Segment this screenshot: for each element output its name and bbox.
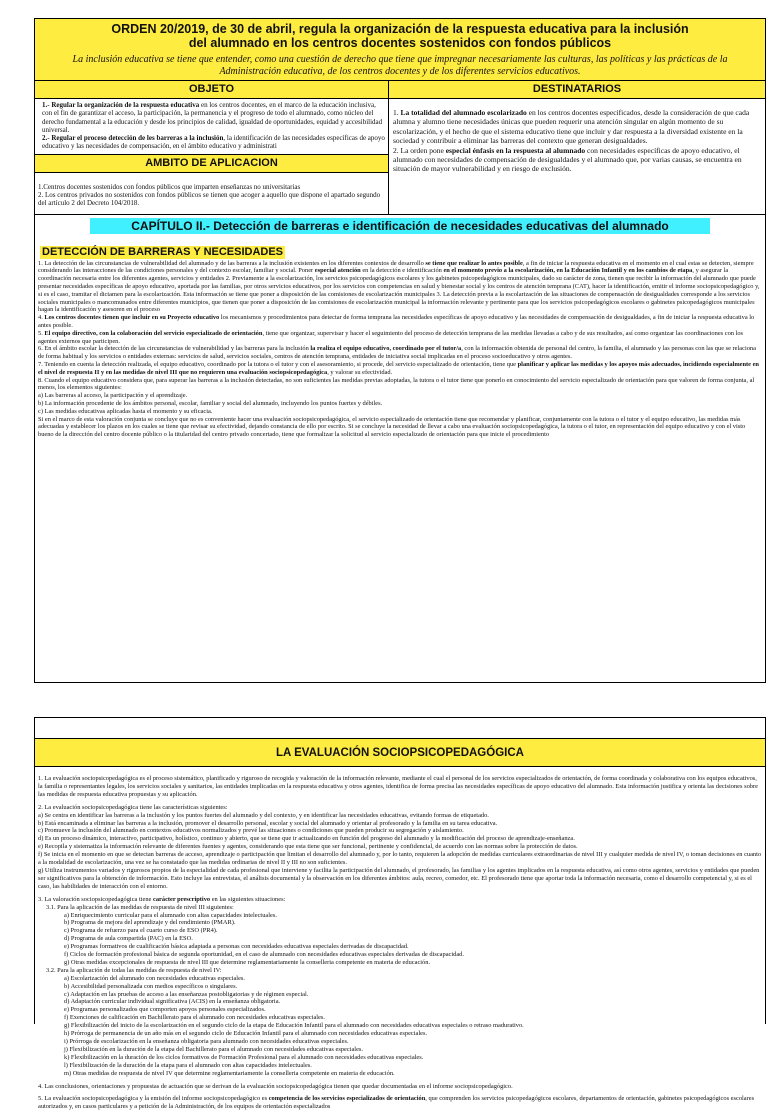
nivel-iii-list	[38, 912, 762, 967]
document-subtitle: La inclusión educativa se tiene que entender, como una cuestión de derecho que tiene que impregnar necesariamente las culturas, las políticas y las prácticas de la Administración educativa, de los centros docentes y de los diferentes servicios educativos.	[72, 54, 728, 77]
deteccion-p8c: c) Las medidas educativas aplicadas hasta el momento y su eficacia.	[38, 407, 213, 415]
nivel-iv-item: k) Flexibilización en la duración de los ciclos formativos de Formación Profesional para el alumnado con necesidades educativas especiales.	[64, 1053, 424, 1061]
document-header	[35, 19, 765, 81]
left-column	[35, 81, 389, 214]
ambito-body	[35, 173, 388, 214]
nivel-iv-item: e) Programas personalizados que comporten apoyos personales especializados.	[64, 1006, 266, 1014]
right-column	[389, 81, 765, 214]
deteccion-p8b: b) La información procedente de los ámbitos personal, escolar, familiar y social del alumnado, incluyendo los puntos fuertes y débiles.	[38, 400, 383, 408]
ambito-heading: AMBITO DE APLICACION	[35, 154, 388, 173]
nivel-iii-item: b) Programa de mejora del aprendizaje y del rendimiento (PMAR).	[64, 919, 236, 927]
nivel-iii-item: d) Programa de aula compartida (PAC) en la ESO.	[64, 935, 193, 943]
evaluacion-heading: LA EVALUACIÓN SOCIOPSICOPEDAGÓGICA	[276, 746, 524, 759]
deteccion-subtitle: DETECCIÓN DE BARRERAS Y NECESIDADES	[42, 245, 284, 258]
evaluacion-body	[35, 767, 765, 1111]
nivel-iv-item: f) Exenciones de calificación en Bachillerato para el alumnado con necesidades educativas especiales.	[64, 1014, 326, 1022]
objeto-body	[35, 99, 388, 154]
destinatarios-heading: DESTINATARIOS	[389, 81, 765, 99]
deteccion-p6: 6. En el ámbito escolar la detección de las circunstancias de vulnerabilidad y las barreras para la inclusión la realiza el equipo educativo, coordinado por el tutor/a, con la información obtenida de personal del centro, la familia, el alumnado y las personas con las que se relaciona de forma habitual y los servicios o entidades externas: servicios de salud, servicios sociales, centros de atención temprana, entidades de iniciativa social implicadas en el proceso socioeducativo y otros agentes.	[38, 345, 756, 361]
objeto-heading: OBJETO	[35, 81, 388, 99]
deteccion-p5: 5. El equipo directivo, con la colaboración del servicio especializado de orientación, tiene que organizar, supervisar y hacer el seguimiento del proceso de detección temprana de las medidas llevadas a cabo y de sus resultados, así como organizar las coordinaciones con los agentes externos que participen.	[38, 329, 744, 345]
evaluacion-p1: 1. La evaluación sociopsicopedagógica es el proceso sistemático, planificado y riguroso de recogida y valoración de la información relevante, mediante el cual el personal de los servicios especializados de orientación, de forma coordinada y colaborativa con los equipos educativos, la familia o representantes legales, los servicios sociales y sanitarios, las entidades implicadas en la respuesta educativa y otros agentes, identifica de forma precisa las necesidades específicas de apoyo educativo del alumnado. Esta información justifica y orienta las decisiones sobre las medidas de respuesta educativa propuestas y su aplicación.	[38, 775, 758, 798]
evaluacion-p2b: b) Está encaminada a eliminar las barreras a la inclusión, promover el desarrollo personal, escolar y social del alumnado y orientar al profesorado y la familia en su tarea educativa.	[38, 819, 498, 827]
evaluacion-p5: 5. La evaluación sociopsicopedagógica y la emisión del informe sociopsicopedagógico es competencia de los servicios especializados de orientación, que comprenden los servicios psicopedagógicos escolares, departamentos de orientación, gabinetes psicopedagógicos escolares autorizados y, en casos particulares y a petición de la Administración, de los equipos de orientación especializados	[38, 1095, 755, 1111]
destinatarios-p1-bold: La totalidad del alumnado escolarizado	[400, 108, 527, 117]
destinatarios-p1-text: en los centros docentes especificados, desde la consideración de que cada alumna y alumno tiene necesidades únicas que pueden requerir una atención singular en algún momento de su escolarización, y el hecho de que el sistema educativo tiene que incluir y dar respuesta a la diversidad existente en la sociedad y contribuir a eliminar las barreras del contexto que generan desigualdades.	[393, 108, 750, 146]
objeto-p1-bold: 1.- Regular la organización de la respuesta educativa	[42, 101, 200, 109]
deteccion-p8a: a) Las barreras al acceso, la participación y el aprendizaje.	[38, 392, 188, 400]
nivel-iii-item: a) Enriquecimiento curricular para el alumnado con altas capacidades intelectuales.	[64, 911, 277, 919]
objeto-p2-text: , la identificación de las necesidades específicas de apoyo educativo y las necesidades de compensación, en el ámbito educativo y administrati	[42, 134, 385, 151]
evaluacion-p2a: a) Se centra en identificar las barreras a la inclusión y los puntos fuertes del alumnado y del contexto, y en identificar las necesidades educativas, evitando formas de etiquetado.	[38, 811, 489, 819]
nivel-iv-item: h) Prórroga de permanencia de un año más en el segundo ciclo de Educación Infantil para el alumnado con necesidades educativas especiales.	[64, 1030, 428, 1038]
nivel-iv-item: a) Escolarización del alumnado con necesidades educativas especiales.	[64, 974, 245, 982]
destinatarios-p2-text: con necesidades específicas de apoyo educativo, el alumnado con necesidades de compensación de desigualdades y el alumnado que, por varias causas, se encuentra en situación de mayor vulnerabilidad y en riesgo de exclusión.	[393, 145, 742, 174]
nivel-iv-list	[38, 975, 762, 1078]
evaluacion-p31: 3.1. Para la aplicación de las medidas de respuesta de nivel III siguientes:	[46, 903, 234, 911]
nivel-iv-item: d) Adaptación curricular individual significativa (ACIS) en la enseñanza obligatoria.	[64, 998, 281, 1006]
evaluacion-p2d: d) Es un proceso dinámico, interactivo, participativo, holístico, continuo y abierto, que se tiene que ir actualizando en función del progreso del alumnado y la modificación del proceso de aprendizaje-enseñanza.	[38, 835, 575, 843]
nivel-iii-item: f) Ciclos de formación profesional básica de segunda oportunidad, en el caso de alumnado con necesidades educativas especiales derivadas de discapacidad.	[64, 951, 464, 959]
document-title	[41, 22, 759, 50]
title-line-2: del alumnado en los centros docentes sostenidos con fondos públicos	[188, 36, 612, 50]
evaluacion-p2e: e) Recopila y sistematiza la información relevante de diferentes fuentes y agentes, considerando que esta tiene que ser funcional, pertinente y confidencial, de acuerdo con las normas sobre la protección de datos.	[38, 843, 578, 851]
evaluacion-p2: 2. La evaluación sociopsicopedagógica tiene las características siguientes:	[38, 803, 228, 811]
nivel-iv-item: l) Flexibilización de la duración de la etapa para el alumnado con altas capacidades intelectuales.	[64, 1061, 312, 1069]
objeto-p2-bold: 2.- Regular el proceso detección de les barreras a la inclusión	[42, 134, 224, 143]
evaluacion-p32: 3.2. Para la aplicación de todas las medidas de respuesta de nivel IV:	[46, 966, 222, 974]
destinatarios-p2-bold: especial énfasis en la respuesta al alumnado	[445, 145, 586, 155]
objeto-destinatarios-row	[35, 81, 765, 215]
nivel-iii-item: e) Programas formativos de cualificación básica adaptada a personas con necesidades educativas especiales derivadas de discapacidad.	[64, 943, 409, 951]
deteccion-p1: 1. La detección de las circunstancias de vulnerabilidad del alumnado y de las barreras a la inclusión existentes en los diferentes contextos de desarrollo se tiene que realizar lo antes posible, a fin de iniciar la respuesta educativa en el momento en el cual estas se detecten, siempre considerando las interacciones de las condiciones personales y del contexto escolar, familiar y social. Poner especial atención en la detección e identificación en el momento previo a la escolarización, en la Educación Infantil y en los cambios de etapa, y asegurar la coordinación necesaria entre los diferentes agentes, servicios y entidades 2. Previamente a la escolarización, los servicios psicopedagógicos escolares y los gabinetes psicopedagógicos municipales, dado su carácter de zona, tienen que recibir la información del alumnado que puede presentar necesidades específicas de apoyo educativo, aportada por las familias, por otros servicios educativos, por los servicios con competencias en salud y bienestar social y los centros de atención temprana (CAT), hacer la identificación, emitir el informe sociopsicopedagógico y, si es el caso, tramitar el dictamen para la escolarización. Esta información se tiene que poner a disposición de las comisiones de escolarización municipales 3. La detección previa a la escolarización de las situaciones de compensación de desigualdades corresponde a los servicios sociales municipales o mancomunados entre diferentes municipios, que tienen que poner a disposición de las comisiones de escolarización municipal la información relevante y pertinente para que los servicios psicopedagógicos escolares o gabinetes psicopedagógicos municipales hagan la identificación y asesoren en el proceso	[38, 259, 760, 314]
ambito-p2: 2. Los centros privados no sostenidos con fondos públicos se tienen que acoger a aquello que dispone el apartado segundo del artículo 2 del Decreto 104/2018.	[38, 191, 381, 208]
ambito-p1: 1.Centros docentes sostenidos con fondos públicos que imparten enseñanzas no universitarias	[38, 182, 301, 191]
deteccion-p7: 7. Teniendo en cuenta la detección realizada, el equipo educativo, coordinado por la tutora o el tutor y con el asesoramiento, si procede, del servicio especializado de orientación, tiene que planificar y aplicar las medidas y los apoyos más adecuados, incidiendo especialmente en el nivel de respuesta II y en las medidas de nivel III que no requieren una evaluación sociopsicopedagógica, y valorar su efectividad.	[38, 361, 759, 376]
nivel-iv-item: i) Prórroga de escolarización en la enseñanza obligatoria para alumnado con necesidades educativas especiales.	[64, 1038, 349, 1045]
destinatarios-body: 1. La totalidad del alumnado escolarizado en los centros docentes especificados, desde la consideración de que cada alumna y alumno tiene necesidades únicas que pueden requerir una atención singular en algún momento de su escolarización, y el hecho de que el sistema educativo tiene que incluir y dar respuesta a la diversidad existente en la sociedad y contribuir a eliminar las barreras del contexto que generan desigualdades. 2. La orden pone especial énfasis en la respuesta al alumnado con necesidades específicas de apoyo educativo, el alumnado con necesidades de compensación de desigualdades y el alumnado que, por varias causas, se encuentra en situación de mayor vulnerabilidad y en riesgo de exclusión.	[393, 108, 750, 174]
title-line-1: ORDEN 20/2019, de 30 de abril, regula la organización de la respuesta educativa para la inclusión	[111, 22, 689, 36]
page-section-1	[34, 18, 766, 683]
nivel-iv-item: c) Adaptación en las pruebas de acceso a las enseñanzas postobligatorias y de régimen especial.	[64, 990, 309, 998]
evaluacion-p4: 4. Las conclusiones, orientaciones y propuestas de actuación que se derivan de la evaluación sociopsicopedagógica tienen que quedar documentadas en el informe sociopsicopedagógico.	[38, 1082, 513, 1090]
evaluacion-heading-bar	[35, 738, 765, 767]
evaluacion-p3: 3. La valoración sociopsicopedagógica tiene carácter prescriptivo en las siguientes situaciones:	[38, 895, 286, 903]
deteccion-p9: Si en el marco de esta valoración conjunta se concluye que no es conveniente hacer una evaluación sociopsicopedagógica, el servicio especializado de orientación tiene que recomendar y planificar, conjuntamente con la tutora o el tutor y el equipo educativo, las medidas más adecuadas y establecer los plazos en los cuales se tiene que revisar su efectividad, dejando constancia de ello por escrito. Si se concluye la necesidad de llevar a cabo una evaluación sociopsicopedagógica, la tutora o el tutor, en representación del equipo educativo y con el visto bueno de la dirección del centro docente público o la titularidad del centro privado concertado, tiene que formalizar la solicitud al servicio especializado de orientación para que inicie el procedimiento	[38, 415, 746, 439]
evaluacion-p2f: f) Se inicia en el momento en que se detectan barreras de acceso, aprendizaje o participación que limitan el desarrollo del alumnado y, por lo tanto, requieren la adopción de medidas curriculares extraordinarias de nivel III y cualquier medida de nivel IV, o toman decisiones en cuanto a la modalidad de escolarización, una vez se ha constatado que las medidas ordinarias de nivel II y III no son suficientes.	[38, 851, 762, 867]
objeto-p1-text: en los centros docentes, en el marco de la educación inclusiva, con el fin de garantizar el acceso, la participación, la permanencia y el progreso de todo el alumnado, como núcleo del derecho fundamental a la educación y desde los principios de calidad, igualdad de oportunidades, equidad y accesibilidad universal.	[42, 101, 383, 134]
evaluacion-p2c: c) Promueve la inclusión del alumnado en contextos educativos normalizados y prevé las situaciones o condiciones que pueden producir su segregación y aislamiento.	[38, 827, 464, 835]
nivel-iii-item: g) Otras medidas excepcionales de respuesta de nivel III que determine reglamentariamente la conselleria competente en materia de educación.	[64, 958, 431, 966]
deteccion-p4: 4. Los centros docentes tienen que incluir en su Proyecto educativo los mecanismos y procedimientos para detectar de forma temprana las necesidades específicas de apoyo educativo y las necesidades de compensación de desigualdades, a fin de iniciar la respuesta educativa lo antes posible.	[38, 314, 755, 330]
evaluacion-p2g: g) Utiliza instrumentos variados y rigurosos propios de la especialidad de cada profesional que interviene y facilita la participación del alumnado, el profesorado, las familias y los agentes implicados en la respuesta educativa, así como otros agentes, servicios y entidades que pueden ser significativos para la obtención de información. Esto incluye las entrevistas, el análisis documental y la observación en los diferentes ámbitos: aula, recreo, comedor, etc. El profesorado tiene que aportar toda la información necesaria, como el desarrollo competencial y, si es el caso, las habilidades de interacción con el entorno.	[38, 866, 760, 890]
capitulo-title: CAPÍTULO II.- Detección de barreras e identificación de necesidades educativas del alumnado	[90, 218, 710, 234]
nivel-iii-item: c) Programa de refuerzo para el cuarto curso de ESO (PR4).	[64, 927, 218, 935]
capitulo-section	[35, 218, 765, 439]
nivel-iv-item: b) Accesibilidad personalizada con medios específicos o singulares.	[64, 982, 238, 990]
page-section-2	[34, 717, 766, 1111]
nivel-iv-item: g) Flexibilización del inicio de la escolarización en el segundo ciclo de la etapa de Educación Infantil para el alumnado con necesidades educativas especiales o retraso madurativo.	[64, 1022, 524, 1030]
deteccion-p8: 8. Cuando el equipo educativo considera que, para superar las barreras a la inclusión detectadas, no son suficientes las medidas previas adoptadas, la tutora o el tutor tiene que ponerlo en conocimiento del servicio especializado de orientación para que valoren de forma conjunta, al menos, los elementos siguientes:	[38, 376, 755, 392]
nivel-iv-item: m) Otras medidas de respuesta de nivel IV que determine reglamentariamente la conselleria competente en materia de educación.	[64, 1069, 395, 1077]
nivel-iv-item: j) Flexibilización en la duración de la etapa del Bachillerato para el alumnado con necesidades educativas especiales.	[64, 1045, 363, 1053]
deteccion-body	[35, 260, 765, 439]
